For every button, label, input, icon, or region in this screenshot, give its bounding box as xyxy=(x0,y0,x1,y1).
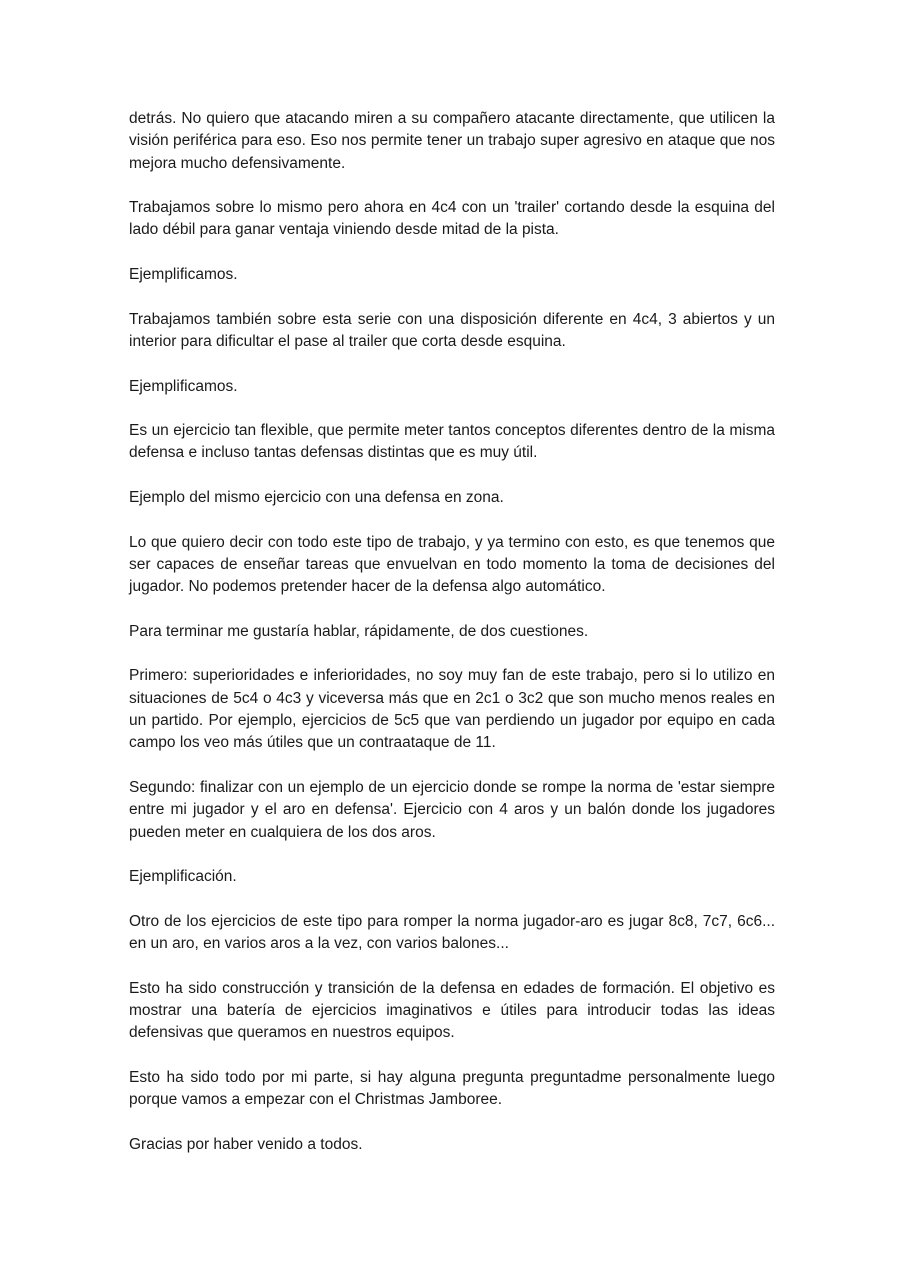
paragraph-toma-decisiones: Lo que quiero decir con todo este tipo de trabajo, y ya termino con esto, es que tenemos que ser capaces de enseñar tareas que envuelvan en todo momento la toma de decisiones del jugador. No podemos pretender hacer de la defensa algo automático. xyxy=(129,533,775,596)
paragraph-preguntas: Esto ha sido todo por mi parte, si hay alguna pregunta preguntadme personalmente luego porque vamos a empezar con el Christmas Jamboree. xyxy=(129,1068,775,1109)
paragraph-ejercicio-flexible: Es un ejercicio tan flexible, que permite meter tantos conceptos diferentes dentro de la misma defensa e incluso tantas defensas distintas que es muy útil. xyxy=(129,422,775,462)
paragraph-peripheral-vision: detrás. No quiero que atacando miren a su compañero atacante directamente, que utilicen la visión periférica para eso. Eso nos permite tener un trabajo super agresivo en ataque que nos mejora mucho defensivamente. xyxy=(129,110,775,172)
paragraph-jugador-aro: Otro de los ejercicios de este tipo para romper la norma jugador-aro es jugar 8c8, 7c7, 6c6... en un aro, en varios aros a la vez, con varios balones... xyxy=(129,912,775,952)
paragraph-defensa-zona: Ejemplo del mismo ejercicio con una defensa en zona. xyxy=(129,489,504,507)
paragraph-ejemplificacion: Ejemplificación. xyxy=(129,868,237,886)
paragraph-ejemplificamos-1: Ejemplificamos. xyxy=(129,266,238,284)
paragraph-construccion-defensa: Esto ha sido construcción y transición de la defensa en edades de formación. El objetivo es mostrar una batería de ejercicios imaginativos e útiles para introducir todas las ideas defensivas que queramos en nuestros equipos. xyxy=(129,979,775,1042)
paragraph-romper-norma: Segundo: finalizar con un ejemplo de un ejercicio donde se rompe la norma de 'estar siempre entre mi jugador y el aro en defensa'. Ejercicio con 4 aros y un balón donde los jugadores pueden meter en cualquiera de los dos aros. xyxy=(129,778,775,841)
paragraph-disposicion-diferente: Trabajamos también sobre esta serie con una disposición diferente en 4c4, 3 abiertos y un interior para dificultar el pase al trailer que corta desde esquina. xyxy=(129,310,775,350)
paragraph-ejemplificamos-2: Ejemplificamos. xyxy=(129,377,238,395)
paragraph-trailer-4c4: Trabajamos sobre lo mismo pero ahora en 4c4 con un 'trailer' cortando desde la esquina del lado débil para ganar ventaja viniendo desde mitad de la pista. xyxy=(129,199,775,239)
paragraph-gracias: Gracias por haber venido a todos. xyxy=(129,1135,363,1153)
document-body xyxy=(129,108,775,1178)
paragraph-dos-cuestiones: Para terminar me gustaría hablar, rápidamente, de dos cuestiones. xyxy=(129,622,589,640)
paragraph-superioridades: Primero: superioridades e inferioridades, no soy muy fan de este trabajo, pero si lo utilizo en situaciones de 5c4 o 4c3 y viceversa más que en 2c1 o 3c2 que son mucho menos reales en un partido. Por ejemplo, ejercicios de 5c5 que van perdiendo un jugador por equipo en cada campo los veo más útiles que un contraataque de 11. xyxy=(129,667,775,752)
